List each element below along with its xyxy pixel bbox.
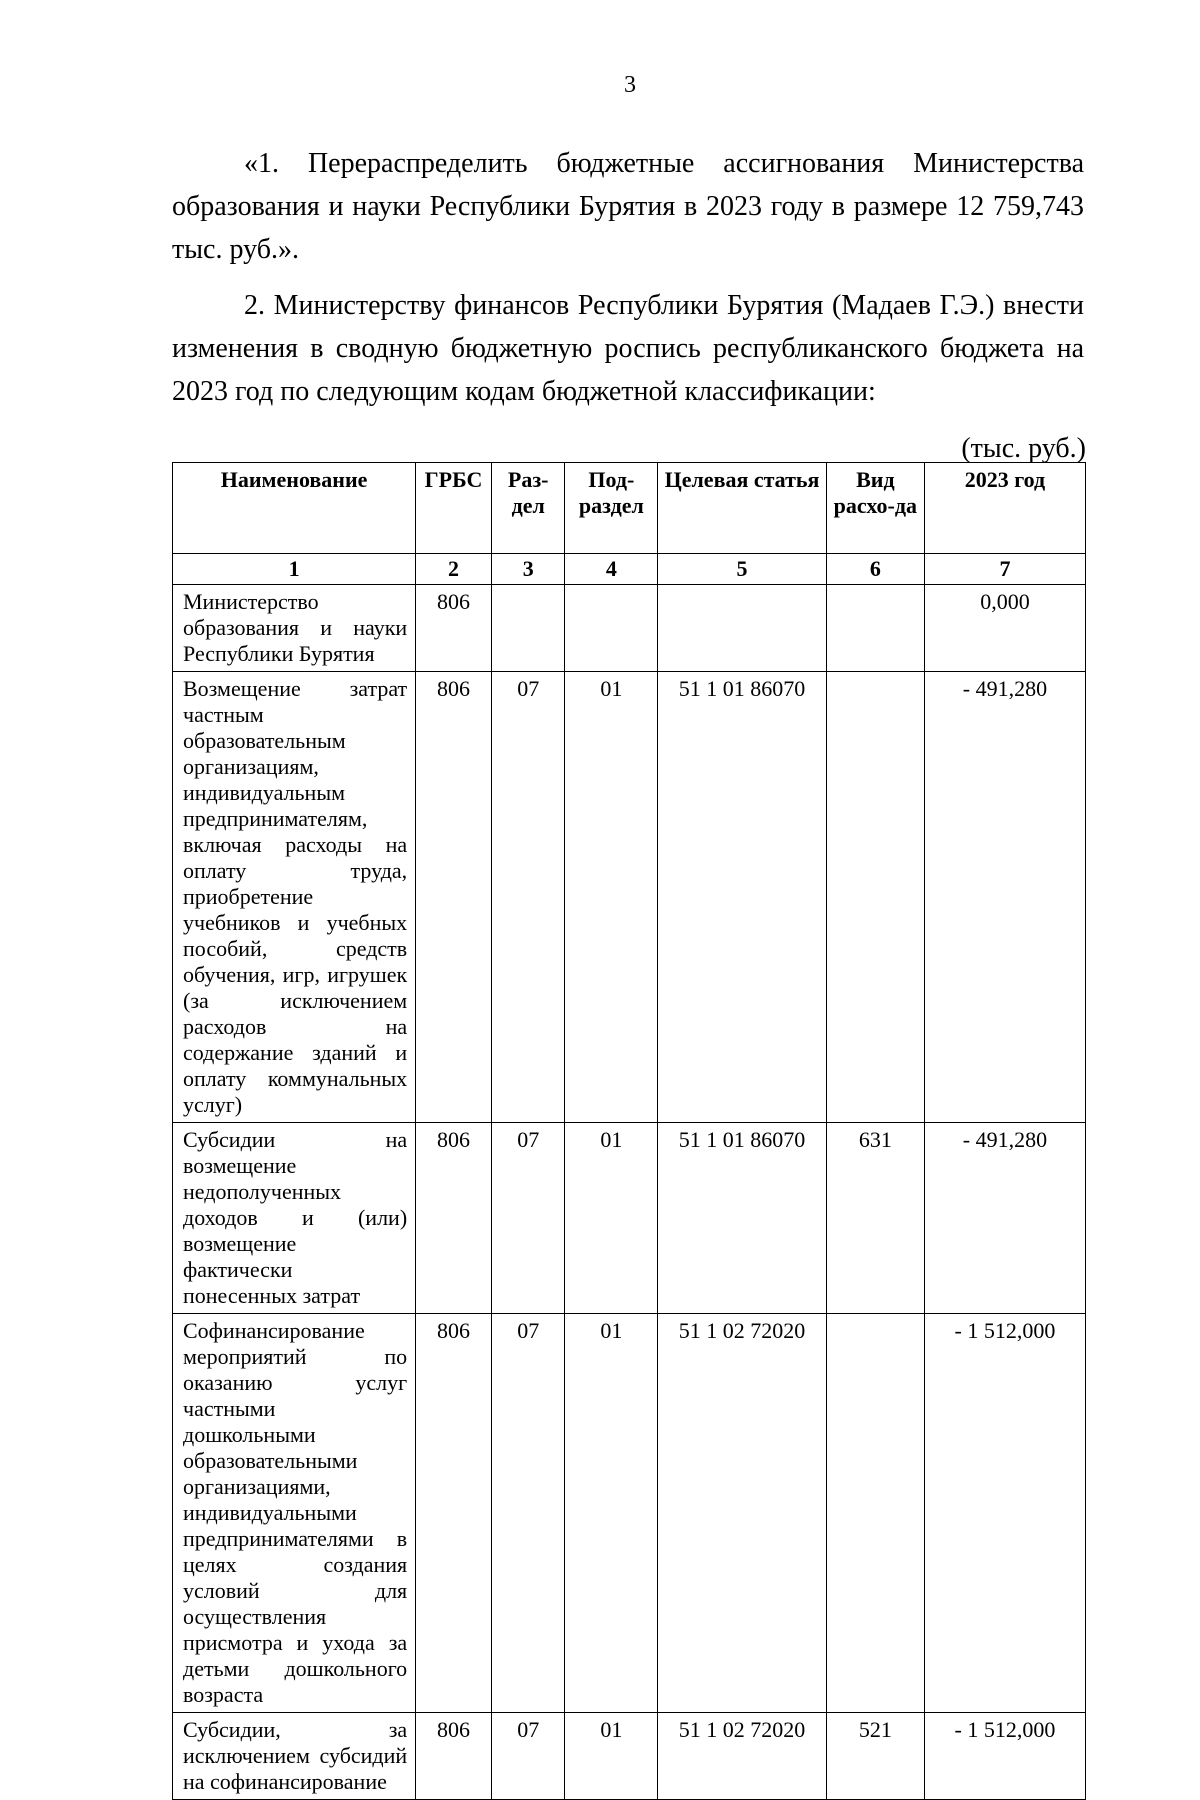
row-vid bbox=[826, 585, 924, 672]
row-target bbox=[658, 585, 827, 672]
column-number: 4 bbox=[565, 554, 658, 585]
header-year: 2023 год bbox=[924, 463, 1085, 554]
row-grbs: 806 bbox=[416, 585, 492, 672]
column-number: 3 bbox=[491, 554, 565, 585]
table-row bbox=[173, 1713, 1086, 1800]
row-grbs: 806 bbox=[416, 672, 492, 1123]
header-name: Наименование bbox=[173, 463, 416, 554]
paragraph-ministry-instruction: 2. Министерству финансов Республики Бурятия (Мадаев Г.Э.) внести изменения в сводную бюджетную роспись республиканского бюджета на 2023 год по следующим кодам бюджетной классификации: bbox=[172, 290, 1084, 407]
row-podrazdel bbox=[565, 585, 658, 672]
page-number: 3 bbox=[624, 72, 636, 98]
table-row bbox=[173, 1123, 1086, 1314]
row-amount: - 1 512,000 bbox=[924, 1314, 1085, 1713]
row-name: Министерство образования и науки Республики Бурятия bbox=[173, 585, 416, 672]
row-target: 51 1 02 72020 bbox=[658, 1314, 827, 1713]
row-name: Субсидии на возмещение недополученных доходов и (или) возмещение фактически понесенных затрат bbox=[173, 1123, 416, 1314]
row-grbs: 806 bbox=[416, 1123, 492, 1314]
header-vid: Вид расхо-да bbox=[826, 463, 924, 554]
row-vid: 631 bbox=[826, 1123, 924, 1314]
header-row bbox=[173, 463, 1086, 554]
row-amount: - 491,280 bbox=[924, 672, 1085, 1123]
row-name: Софинансирование мероприятий по оказанию услуг частными дошкольными образовательными организациями, индивидуальными предпринимателями в целях создания условий для осуществления присмотра и ухода за детьми дошкольного возраста bbox=[173, 1314, 416, 1713]
budget-table bbox=[172, 462, 1086, 1800]
row-razdel: 07 bbox=[491, 1123, 565, 1314]
row-target: 51 1 02 72020 bbox=[658, 1713, 827, 1800]
header-podrazdel: Под-раздел bbox=[565, 463, 658, 554]
column-number-row bbox=[173, 554, 1086, 585]
row-podrazdel: 01 bbox=[565, 672, 658, 1123]
row-amount: 0,000 bbox=[924, 585, 1085, 672]
column-number: 1 bbox=[173, 554, 416, 585]
row-amount: - 491,280 bbox=[924, 1123, 1085, 1314]
row-podrazdel: 01 bbox=[565, 1314, 658, 1713]
column-number: 6 bbox=[826, 554, 924, 585]
row-razdel: 07 bbox=[491, 1314, 565, 1713]
row-razdel: 07 bbox=[491, 672, 565, 1123]
row-podrazdel: 01 bbox=[565, 1713, 658, 1800]
column-number: 7 bbox=[924, 554, 1085, 585]
header-target: Целевая статья bbox=[658, 463, 827, 554]
table-row bbox=[173, 1314, 1086, 1713]
row-name: Возмещение затрат частным образовательным организациям, индивидуальным предпринимателям, включая расходы на оплату труда, приобретение учебников и учебных пособий, средств обучения, игр, игрушек (за исключением расходов на содержание зданий и оплату коммунальных услуг) bbox=[173, 672, 416, 1123]
row-razdel: 07 bbox=[491, 1713, 565, 1800]
units-label: (тыс. руб.) bbox=[961, 433, 1086, 464]
header-razdel: Раз-дел bbox=[491, 463, 565, 554]
row-vid: 521 bbox=[826, 1713, 924, 1800]
row-amount: - 1 512,000 bbox=[924, 1713, 1085, 1800]
row-podrazdel: 01 bbox=[565, 1123, 658, 1314]
row-target: 51 1 01 86070 bbox=[658, 1123, 827, 1314]
table-row bbox=[173, 585, 1086, 672]
column-number: 2 bbox=[416, 554, 492, 585]
table-row bbox=[173, 672, 1086, 1123]
row-target: 51 1 01 86070 bbox=[658, 672, 827, 1123]
row-name: Субсидии, за исключением субсидий на софинансирование bbox=[173, 1713, 416, 1800]
header-grbs: ГРБС bbox=[416, 463, 492, 554]
row-grbs: 806 bbox=[416, 1713, 492, 1800]
row-grbs: 806 bbox=[416, 1314, 492, 1713]
row-vid bbox=[826, 672, 924, 1123]
row-razdel bbox=[491, 585, 565, 672]
row-vid bbox=[826, 1314, 924, 1713]
column-number: 5 bbox=[658, 554, 827, 585]
paragraph-redistribution: «1. Перераспределить бюджетные ассигнования Министерства образования и науки Республики Бурятия в 2023 году в размере 12 759,743 тыс. руб.». bbox=[172, 148, 1084, 265]
